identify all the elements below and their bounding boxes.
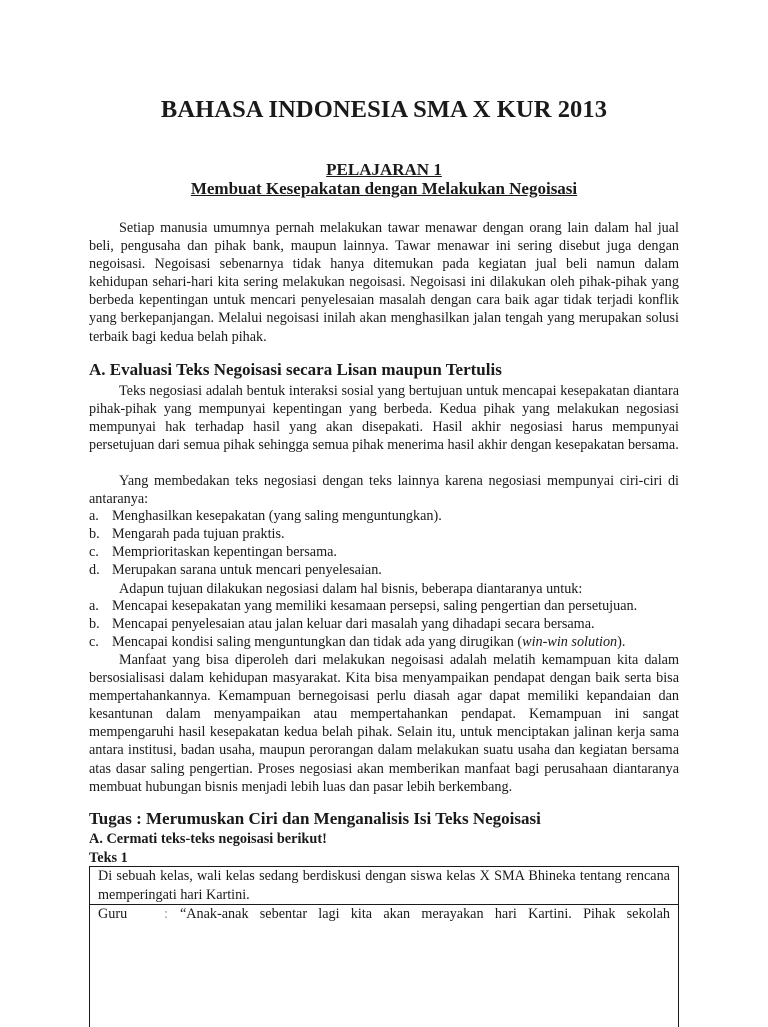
teks-1-intro: Di sebuah kelas, wali kelas sedang berdiskusi dengan siswa kelas X SMA Bhineka tentang rencana memperingati hari Kartini. xyxy=(98,868,670,903)
section-a-paragraph-1: Teks negosiasi adalah bentuk interaksi sosial yang bertujuan untuk mencapai kesepakatan diantara pihak-pihak yang mempunyai kepentingan yang berbeda. Kedua pihak yang melakukan negosiasi mempunyai hak terhadap hasil yang akan disepakati. Hasil akhir negosiasi harus mempunyai persetujuan dari semua pihak sehingga semua pihak menerima hasil akhir dengan kesepakatan bersama. xyxy=(89,383,679,454)
list-item: c. Memprioritaskan kepentingan bersama. xyxy=(89,543,337,560)
section-a-heading: A. Evaluasi Teks Negoisasi secara Lisan maupun Tertulis xyxy=(89,360,502,379)
list-item: d. Merupakan sarana untuk mencari penyelesaian. xyxy=(89,561,382,578)
utterance: “Anak-anak sebentar lagi kita akan merayakan hari Kartini. Pihak sekolah xyxy=(180,906,670,922)
tujuan-list xyxy=(89,598,679,652)
speaker-name: Guru xyxy=(98,906,128,922)
lesson-number: PELAJARAN 1 xyxy=(326,160,442,179)
dialog-line xyxy=(98,905,670,924)
intro-paragraph: Setiap manusia umumnya pernah melakukan tawar menawar dengan orang lain dalam hal jual beli, pengusaha dan pihak bank, maupun lainnya. Tawar menawar ini sering disebut juga dengan negoisasi. Negoisasi sebenarnya tidak hanya ditemukan pada kegiatan jual beli namun dalam kehidupan sehari-hari kita sering melakukan negoisasi. Negoisasi ini dilakukan oleh pihak-pihak yang berbeda kepentingan untuk mencari penyelesaian masalah dengan cara baik agar tidak terjadi konflik yang berkepanjangan. Melalui negoisasi inilah akan menghasilkan jalan tengah yang merupakan solusi terbaik bagi kedua belah pihak. xyxy=(89,220,679,345)
lesson-header xyxy=(89,160,679,198)
speaker-colon: : xyxy=(164,906,168,922)
list-item: a. Menghasilkan kesepakatan (yang saling menguntungkan). xyxy=(89,508,442,524)
list-item: b. Mengarah pada tujuan praktis. xyxy=(89,525,285,542)
teks-1-label: Teks 1 xyxy=(89,850,128,866)
teks-1-content xyxy=(98,867,670,924)
tugas-heading: Tugas : Merumuskan Ciri dan Menganalisis Isi Teks Negoisasi xyxy=(89,809,541,828)
ciri-list xyxy=(89,508,679,580)
tugas-subheading: A. Cermati teks-teks negoisasi berikut! xyxy=(89,831,327,847)
box-divider xyxy=(90,904,678,905)
lesson-title: Membuat Kesepakatan dengan Melakukan Negoisasi xyxy=(190,179,578,198)
section-a-paragraph-3: Adapun tujuan dilakukan negosiasi dalam hal bisnis, beberapa diantaranya untuk: xyxy=(119,581,583,597)
section-a-paragraph-4: Manfaat yang bisa diperoleh dari melakukan negoisasi adalah melatih kemampuan kita dalam bersosialisasi dalam kehidupan masyarakat. Kita bisa menyampaikan pendapat dengan baik serta bisa mempertahankannya. Kemampuan bernegoisasi perlu diasah agar dapat memiliki kepandaian dan kesantunan dalam menyampaikan atau mempertahankan pendapat. Kemampuan ini sangat mempengaruhi hasil kesepakatan kedua belah pihak. Selain itu, untuk menciptakan jalinan kerja sama antara institusi, badan usaha, maupun perorangan dalam melakukan suatu usaha dan kegiatan bersama atas dasar saling pengertian. Proses negosiasi akan memberikan manfaat bagi perusahaan diantaranya membuat hubungan bisnis menjadi lebih luas dan pasar lebih berkembang. xyxy=(89,652,679,795)
document-title: BAHASA INDONESIA SMA X KUR 2013 xyxy=(160,96,608,123)
section-a-paragraph-2: Yang membedakan teks negosiasi dengan teks lainnya karena negosiasi mempunyai ciri-ciri di antaranya: xyxy=(89,473,679,508)
list-item: b. Mencapai penyelesaian atau jalan keluar dari masalah yang dihadapi secara bersama. xyxy=(89,615,595,632)
teks-1-box xyxy=(89,866,679,1027)
list-item: a. Mencapai kesepakatan yang memiliki kesamaan persepsi, saling pengertian dan persetujuan. xyxy=(89,598,638,614)
list-item: c. Mencapai kondisi saling menguntungkan dan tidak ada yang dirugikan (win-win solution). xyxy=(89,633,626,650)
